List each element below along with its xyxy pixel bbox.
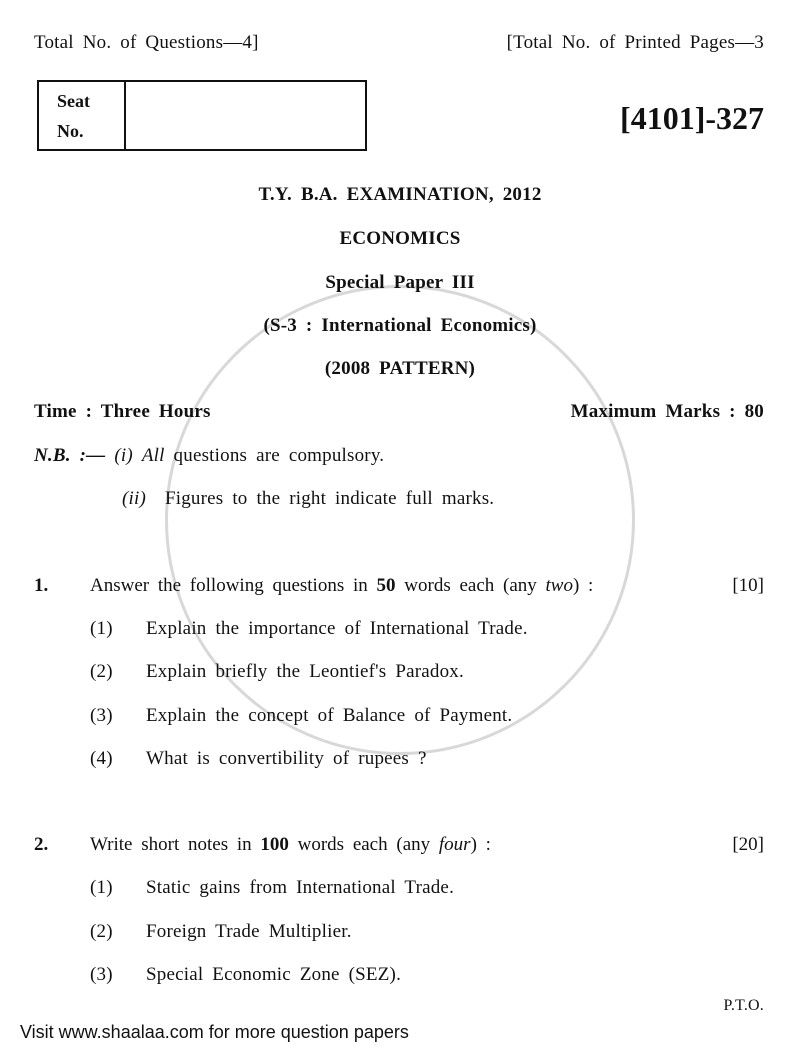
instruction-text: Figures to the right indicate full marks. bbox=[164, 488, 495, 509]
pto-label: P.T.O. bbox=[723, 997, 764, 1014]
instruction-2 bbox=[122, 488, 494, 510]
question-mid: words each (any bbox=[297, 834, 431, 855]
sub-question-number: (3) bbox=[90, 705, 113, 726]
sub-question-text: Foreign Trade Multiplier. bbox=[146, 921, 352, 942]
nb-label: N.B. :— bbox=[34, 445, 106, 466]
max-marks: Maximum Marks : 80 bbox=[570, 401, 764, 422]
time-label: Time : Three Hours bbox=[34, 401, 211, 422]
sub-question-text: Explain the importance of International Trade. bbox=[146, 618, 528, 639]
question-post: ) : bbox=[572, 575, 594, 596]
seat-divider bbox=[124, 82, 126, 149]
paper-title: Special Paper III bbox=[325, 272, 475, 293]
question-marks: [10] bbox=[732, 575, 764, 596]
sub-question-number: (2) bbox=[90, 921, 113, 942]
instruction-text: questions are compulsory. bbox=[173, 445, 385, 466]
question-number: 1. bbox=[34, 575, 49, 596]
question-pre: Write short notes in bbox=[90, 834, 252, 855]
sub-question-number: (3) bbox=[90, 964, 113, 985]
question-word-count: 50 bbox=[376, 575, 396, 596]
sub-question-number: (1) bbox=[90, 618, 113, 639]
seat-number-box bbox=[37, 80, 367, 151]
question-word-count: 100 bbox=[260, 834, 289, 855]
sub-question-text: What is convertibility of rupees ? bbox=[146, 748, 427, 769]
question-marks: [20] bbox=[732, 834, 764, 855]
instruction-num: (i) bbox=[114, 445, 133, 466]
pattern-title: (2008 PATTERN) bbox=[324, 358, 476, 379]
subject-title: ECONOMICS bbox=[339, 228, 461, 249]
total-questions: Total No. of Questions—4] bbox=[34, 32, 259, 53]
footer-link[interactable]: Visit www.shaalaa.com for more question papers bbox=[20, 1022, 409, 1042]
instruction-num: (ii) bbox=[122, 488, 147, 509]
question-row bbox=[34, 575, 764, 597]
instruction-emphasis: All bbox=[141, 445, 165, 466]
sub-question-text: Static gains from International Trade. bbox=[146, 877, 455, 898]
question-post: ) : bbox=[470, 834, 491, 855]
total-pages: [Total No. of Printed Pages—3 bbox=[506, 32, 764, 53]
sub-question-text: Explain briefly the Leontief's Paradox. bbox=[146, 661, 464, 682]
question-any: two bbox=[545, 575, 573, 596]
sub-question-number: (2) bbox=[90, 661, 113, 682]
question-text bbox=[90, 575, 720, 597]
paper-code: [4101]-327 bbox=[620, 100, 764, 136]
sub-question-number: (1) bbox=[90, 877, 113, 898]
sub-question-text: Explain the concept of Balance of Payment. bbox=[146, 705, 513, 726]
question-any: four bbox=[438, 834, 471, 855]
question-row bbox=[34, 834, 764, 856]
question-pre: Answer the following questions in bbox=[90, 575, 368, 596]
question-mid: words each (any bbox=[404, 575, 537, 596]
sub-question-number: (4) bbox=[90, 748, 113, 769]
sub-question-text: Special Economic Zone (SEZ). bbox=[146, 964, 402, 985]
topic-title: (S-3 : International Economics) bbox=[263, 315, 537, 336]
seat-label: Seat bbox=[57, 91, 90, 111]
seat-label-no: No. bbox=[57, 121, 84, 141]
question-number: 2. bbox=[34, 834, 49, 855]
instruction-1 bbox=[34, 445, 384, 467]
exam-title: T.Y. B.A. EXAMINATION, 2012 bbox=[258, 184, 542, 205]
watermark-circle bbox=[165, 285, 635, 755]
question-text bbox=[90, 834, 720, 856]
